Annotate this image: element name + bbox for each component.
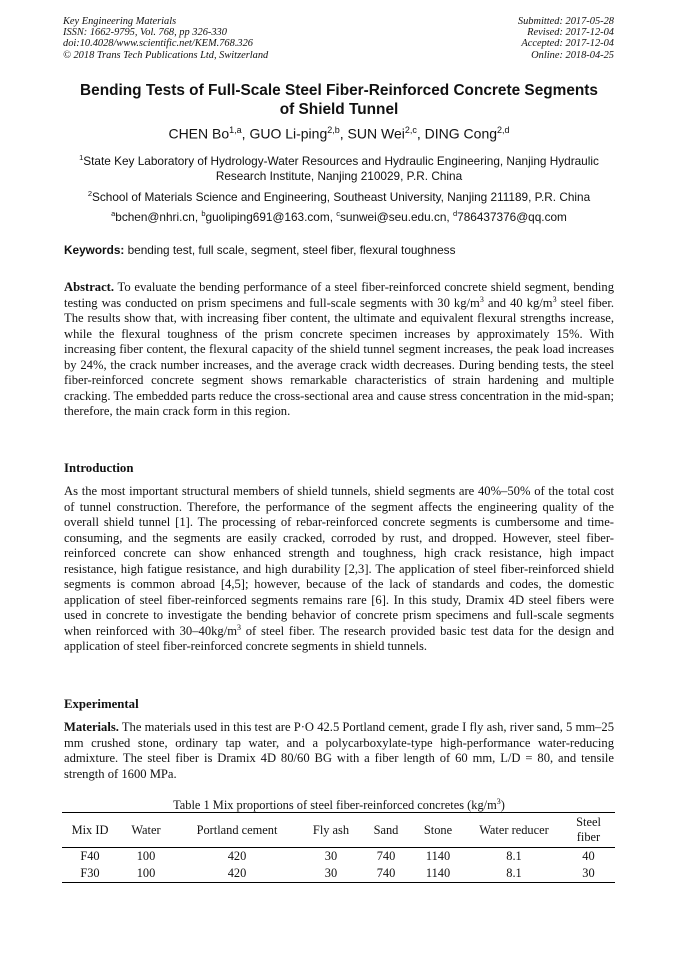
keywords-label: Keywords:: [64, 243, 125, 257]
abstract-text: steel fiber. The results show that, with increasing fiber content, the ultimate and equivalent flexural strengths increase, while the flexural toughness of the prism concrete specimen increases by approximately 15%. With increasing fiber content, the flexural capacity of the shield tunnel segment increases, the peak load increases by 24%, the crack number increases, and the average crack width decreases. During bending tests, the steel fiber-reinforced concrete segment shows remarkable characteristics of strain hardening and multiple cracking. The embedded parts reduce the cross-sectional area and cause stress concentration in the mid-span; therefore, the main crack form in this region.: [64, 295, 614, 418]
column-header: Portland cement: [196, 822, 278, 837]
materials-label: Materials.: [64, 720, 119, 734]
table-cell: 1140: [425, 849, 451, 863]
copyright-line: © 2018 Trans Tech Publications Ltd, Switzerland: [63, 49, 269, 61]
accepted-date: Accepted: 2017-12-04: [521, 38, 614, 50]
table-header-row: [62, 813, 615, 848]
column-header: Steel fiber: [576, 815, 601, 844]
affiliation-line-1: State Key Laboratory of Hydrology-Water Resources and Hydraulic Engineering, Nanjing Hydraulic: [83, 153, 599, 168]
author-sup: 2,c: [404, 125, 417, 135]
introduction-text: [64, 484, 614, 655]
email-address: guoliping691@163.com: [205, 209, 330, 224]
author-sup: 2,d: [497, 125, 510, 135]
table-cell: 8.1: [506, 849, 522, 863]
keywords: [64, 243, 624, 257]
table-cell: F30: [80, 866, 100, 880]
table-cell: 8.1: [506, 866, 522, 880]
table-row: [62, 848, 615, 866]
paper-title: [60, 81, 618, 119]
table-cell: F40: [80, 849, 100, 863]
superscript: 3: [496, 797, 501, 806]
column-header: Water reducer: [479, 822, 549, 837]
email-sup: a: [111, 209, 116, 218]
table-cell: 420: [227, 866, 247, 880]
mix-proportions-table: [62, 812, 615, 883]
email-sup: c: [336, 209, 340, 218]
revised-date: Revised: 2017-12-04: [527, 27, 614, 39]
submission-dates: [518, 16, 614, 61]
table-cell: 40: [582, 849, 595, 863]
table-cell: 100: [136, 866, 156, 880]
column-header: Mix ID: [71, 822, 109, 837]
column-header: Sand: [373, 822, 399, 837]
column-header: Water: [131, 822, 161, 837]
table-cell: 30: [582, 866, 595, 880]
journal-info: [63, 16, 268, 61]
table-cell: 30: [324, 849, 338, 863]
superscript: 3: [552, 294, 557, 304]
table-cell: 30: [324, 866, 338, 880]
abstract-text: and 40 kg/m: [483, 295, 553, 310]
affiliation-2: [60, 186, 618, 205]
table-cell: 740: [376, 866, 396, 880]
affiliation-sup: 2: [87, 189, 92, 198]
caption-text: ): [500, 798, 505, 813]
introduction-heading: Introduction: [64, 461, 134, 475]
superscript: 3: [479, 294, 484, 304]
abstract-label: Abstract.: [64, 280, 115, 294]
email-address: 786437376@qq.com: [457, 209, 567, 224]
affiliation-1: [60, 150, 618, 184]
table-cell: 100: [136, 849, 156, 863]
intro-text: of steel fiber. The research provided basic test data for the design and application of steel fiber-reinforced concrete segments in shield tunnels.: [64, 623, 614, 653]
issn-line: ISSN: 1662-9795, Vol. 768, pp 326-330: [63, 27, 227, 39]
table-cell: 1140: [425, 866, 451, 880]
email-sup: b: [201, 209, 206, 218]
email-address: bchen@nhri.cn: [115, 209, 195, 224]
doi-line: doi:10.4028/www.scientific.net/KEM.768.326: [63, 38, 253, 50]
email-sup: d: [452, 209, 458, 218]
table-caption: [0, 797, 678, 813]
title-line-2: of Shield Tunnel: [279, 101, 399, 118]
author-name: SUN Wei: [347, 125, 405, 142]
intro-text: As the most important structural members of shield tunnels, shield segments are 40%–50% of the total cost of tunnel construction. Therefore, the performance of the segment affects the engineering quality of the overall shield tunnel [1]. The processing of rebar-reinforced concrete segments is cumbersome and time-consuming, and the segments are easily cracked, corroded by rust, and dropped. However, steel fiber-reinforced concrete can show enhanced strength and toughness, high crack resistance, high impact resistance, high fatigue resistance, and high durability [2,3]. The application of steel fiber-reinforced shield segments is common abroad [4,5]; however, because of the lack of standards and codes, the domestic application of steel fiber-reinforced segments remains rare [6]. In this study, Dramix 4D steel fibers were used in concrete to investigate the bending behavior of concrete prism specimens and full-scale segments when reinforced with 30–40kg/m: [64, 484, 614, 638]
superscript: 3: [237, 622, 242, 632]
title-line-1: Bending Tests of Full-Scale Steel Fiber-Reinforced Concrete Segments: [80, 82, 598, 99]
author-sup: 1,a: [229, 125, 242, 135]
abstract-text: To evaluate the bending performance of a steel fiber-reinforced concrete shield segment, bending testing was conducted on prism specimens and full-scale segments with 30 kg/m: [64, 280, 614, 310]
caption-text: Table 1 Mix proportions of steel fiber-reinforced concretes (kg/m: [173, 798, 497, 813]
affiliation-sup: 1: [79, 153, 84, 162]
author-name: DING Cong: [424, 125, 498, 142]
keywords-text: bending test, full scale, segment, steel fiber, flexural toughness: [127, 243, 456, 257]
column-header: Stone: [423, 822, 453, 837]
submitted-date: Submitted: 2017-05-28: [517, 16, 614, 27]
affiliation-line-2: Research Institute, Nanjing 210029, P.R. China: [215, 168, 463, 183]
table-cell: 420: [227, 849, 247, 863]
column-header: Fly ash: [312, 822, 350, 837]
author-name: GUO Li-ping: [249, 125, 328, 142]
materials-paragraph: [64, 720, 614, 782]
affiliation-text: School of Materials Science and Engineering, Southeast University, Nanjing 211189, P.R. China: [92, 189, 591, 204]
table-cell: 740: [376, 849, 396, 863]
email-list: $^a$bchen@nhri.cn, $^b$guoliping691@163.com, $^c$sunwei@seu.edu.cn, $^d$786437376@qq.com: [111, 209, 567, 224]
experimental-heading: Experimental: [64, 697, 139, 711]
abstract: [64, 280, 614, 420]
author-name: CHEN Bo: [168, 125, 230, 142]
table-row: [62, 865, 615, 883]
journal-name: Key Engineering Materials: [63, 16, 177, 27]
online-date: Online: 2018-04-25: [531, 49, 614, 61]
author-sup: 2,b: [327, 125, 340, 135]
email-address: sunwei@seu.edu.cn: [340, 209, 447, 224]
materials-text: The materials used in this test are P·O 42.5 Portland cement, grade I fly ash, river sand, 5 mm–25 mm crushed stone, ordinary tap water, and a polycarboxylate-type high-performance water-reducing admixture. The steel fiber is Dramix 4D 80/60 BG with a fiber length of 60 mm, L/D = 80, and tensile strength of 1600 MPa.: [64, 720, 615, 781]
author-list: CHEN Bo$^{1,a}$, GUO Li-ping$^{2,b}$, SUN Wei$^{2,c}$, DING Cong$^{2,d}$: [168, 125, 510, 142]
